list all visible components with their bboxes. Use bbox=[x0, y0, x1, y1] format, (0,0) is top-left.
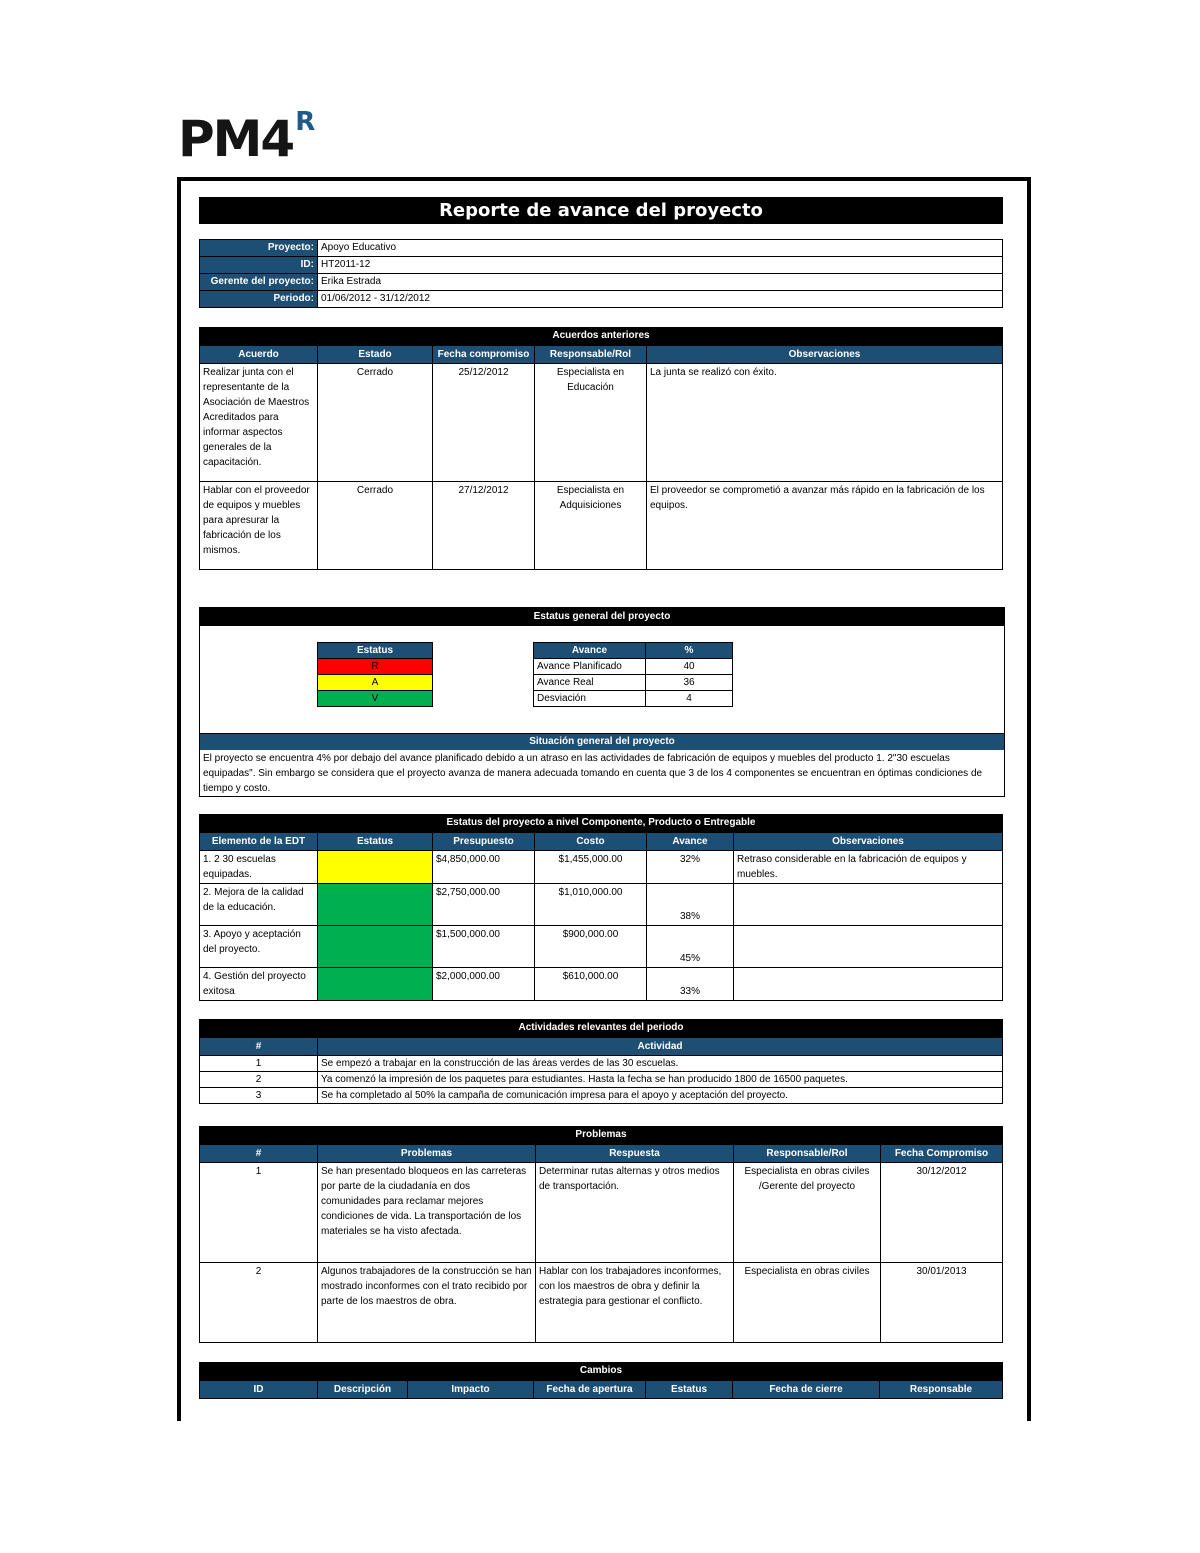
avance-label: Desviación bbox=[534, 691, 646, 707]
problema-fecha: 30/12/2012 bbox=[881, 1163, 1003, 1263]
avance-label: Avance Planificado bbox=[534, 659, 646, 675]
situacion-section bbox=[199, 733, 1005, 797]
avance-header-1: % bbox=[646, 643, 733, 659]
acuerdo-estado: Cerrado bbox=[318, 482, 433, 570]
acuerdos-header-4: Observaciones bbox=[647, 346, 1003, 364]
cambios-header-2: Impacto bbox=[408, 1381, 534, 1399]
componentes-section bbox=[199, 814, 1003, 1001]
problema-row bbox=[200, 1263, 1003, 1343]
actividad-num: 3 bbox=[200, 1088, 318, 1104]
acuerdo-responsable: Especialista en Adquisiciones bbox=[535, 482, 647, 570]
info-value: Apoyo Educativo bbox=[318, 240, 1003, 257]
actividades-header-1: Actividad bbox=[318, 1038, 1003, 1056]
componentes-header-4: Avance bbox=[647, 833, 734, 851]
componentes-header-3: Costo bbox=[535, 833, 647, 851]
avance-value: 4 bbox=[646, 691, 733, 707]
componentes-header-1: Estatus bbox=[318, 833, 433, 851]
legend-row bbox=[318, 691, 433, 707]
componente-costo: $1,010,000.00 bbox=[535, 884, 647, 926]
componentes-header-5: Observaciones bbox=[734, 833, 1003, 851]
info-row bbox=[200, 291, 1003, 308]
acuerdo-acuerdo: Hablar con el proveedor de equipos y muebles para apresurar la fabricación de los mismos. bbox=[200, 482, 318, 570]
cambios-table bbox=[199, 1380, 1003, 1399]
avance-header-row bbox=[534, 643, 733, 659]
acuerdo-row bbox=[200, 482, 1003, 570]
info-label: Gerente del proyecto: bbox=[200, 274, 318, 291]
componentes-title: Estatus del proyecto a nivel Componente, Producto o Entregable bbox=[199, 814, 1003, 832]
componente-estatus-indicator bbox=[318, 968, 433, 1001]
problema-problema: Algunos trabajadores de la construcción se han mostrado inconformes con el trato recibido por parte de los maestros de obra. bbox=[318, 1263, 536, 1343]
componentes-header-0: Elemento de la EDT bbox=[200, 833, 318, 851]
problema-row bbox=[200, 1163, 1003, 1263]
acuerdos-section bbox=[199, 327, 1003, 570]
acuerdo-estado: Cerrado bbox=[318, 364, 433, 482]
cambios-title: Cambios bbox=[199, 1362, 1003, 1380]
problemas-title: Problemas bbox=[199, 1126, 1003, 1144]
componentes-header-2: Presupuesto bbox=[433, 833, 535, 851]
info-value: HT2011-12 bbox=[318, 257, 1003, 274]
acuerdos-header-1: Estado bbox=[318, 346, 433, 364]
componente-row bbox=[200, 926, 1003, 968]
actividad-row bbox=[200, 1056, 1003, 1072]
acuerdos-header-2: Fecha compromiso bbox=[433, 346, 535, 364]
componente-estatus-indicator bbox=[318, 884, 433, 926]
problemas-header-4: Fecha Compromiso bbox=[881, 1145, 1003, 1163]
actividad-text: Se empezó a trabajar en la construcción de las áreas verdes de las 30 escuelas. bbox=[318, 1056, 1003, 1072]
componente-presupuesto: $2,000,000.00 bbox=[433, 968, 535, 1001]
problemas-header-2: Respuesta bbox=[536, 1145, 734, 1163]
actividad-text: Se ha completado al 50% la campaña de comunicación impresa para el apoyo y aceptación del proyecto. bbox=[318, 1088, 1003, 1104]
componente-avance: 38% bbox=[647, 884, 734, 926]
legend-row bbox=[318, 675, 433, 691]
componente-row bbox=[200, 968, 1003, 1001]
componente-presupuesto: $1,500,000.00 bbox=[433, 926, 535, 968]
avance-row bbox=[534, 691, 733, 707]
problemas-section bbox=[199, 1126, 1003, 1343]
problemas-header-1: Problemas bbox=[318, 1145, 536, 1163]
componente-obs bbox=[734, 968, 1003, 1001]
componente-costo: $1,455,000.00 bbox=[535, 851, 647, 884]
componente-obs bbox=[734, 926, 1003, 968]
problema-responsable: Especialista en obras civiles bbox=[734, 1263, 881, 1343]
acuerdo-acuerdo: Realizar junta con el representante de la Asociación de Maestros Acreditados para informar aspectos generales de la capacitación. bbox=[200, 364, 318, 482]
actividades-title: Actividades relevantes del periodo bbox=[199, 1019, 1003, 1037]
legend-row bbox=[318, 659, 433, 675]
componente-estatus-indicator bbox=[318, 851, 433, 884]
info-row bbox=[200, 274, 1003, 291]
avance-header-0: Avance bbox=[534, 643, 646, 659]
estatus-legend bbox=[317, 642, 433, 707]
cambios-header-5: Fecha de cierre bbox=[733, 1381, 880, 1399]
problema-n: 2 bbox=[200, 1263, 318, 1343]
cambios-header-1: Descripción bbox=[318, 1381, 408, 1399]
componente-estatus-indicator bbox=[318, 926, 433, 968]
acuerdos-title: Acuerdos anteriores bbox=[199, 327, 1003, 345]
avance-row bbox=[534, 675, 733, 691]
info-value: Erika Estrada bbox=[318, 274, 1003, 291]
problema-respuesta: Determinar rutas alternas y otros medios de transportación. bbox=[536, 1163, 734, 1263]
componente-row bbox=[200, 851, 1003, 884]
info-label: ID: bbox=[200, 257, 318, 274]
actividad-num: 1 bbox=[200, 1056, 318, 1072]
info-value: 01/06/2012 - 31/12/2012 bbox=[318, 291, 1003, 308]
legend-0: R bbox=[318, 659, 433, 675]
estatus-general-title: Estatus general del proyecto bbox=[200, 608, 1004, 626]
acuerdo-obs: La junta se realizó con éxito. bbox=[647, 364, 1003, 482]
acuerdo-obs: El proveedor se comprometió a avanzar más rápido en la fabricación de los equipos. bbox=[647, 482, 1003, 570]
actividad-row bbox=[200, 1088, 1003, 1104]
avance-label: Avance Real bbox=[534, 675, 646, 691]
problema-respuesta: Hablar con los trabajadores inconformes, con los maestros de obra y definir la estrategia para gestionar el conflicto. bbox=[536, 1263, 734, 1343]
avance-table bbox=[533, 642, 733, 707]
legend-1: A bbox=[318, 675, 433, 691]
acuerdo-fecha: 27/12/2012 bbox=[433, 482, 535, 570]
problemas-table bbox=[199, 1144, 1003, 1343]
avance-row bbox=[534, 659, 733, 675]
componente-row bbox=[200, 884, 1003, 926]
componente-presupuesto: $2,750,000.00 bbox=[433, 884, 535, 926]
problema-n: 1 bbox=[200, 1163, 318, 1263]
problema-fecha: 30/01/2013 bbox=[881, 1263, 1003, 1343]
project-info-table bbox=[199, 239, 1003, 308]
componentes-table bbox=[199, 832, 1003, 1001]
actividad-row bbox=[200, 1072, 1003, 1088]
problemas-header-0: # bbox=[200, 1145, 318, 1163]
actividades-section bbox=[199, 1019, 1003, 1104]
problema-responsable: Especialista en obras civiles /Gerente del proyecto bbox=[734, 1163, 881, 1263]
componente-obs bbox=[734, 884, 1003, 926]
acuerdos-header-3: Responsable/Rol bbox=[535, 346, 647, 364]
pm4r-logo: $PM4^R$ bbox=[178, 107, 314, 168]
componente-elemento: 2. Mejora de la calidad de la educación. bbox=[200, 884, 318, 926]
cambios-header-6: Responsable bbox=[880, 1381, 1003, 1399]
acuerdos-table bbox=[199, 345, 1003, 570]
problemas-header-3: Responsable/Rol bbox=[734, 1145, 881, 1163]
actividades-header-0: # bbox=[200, 1038, 318, 1056]
legend-2: V bbox=[318, 691, 433, 707]
acuerdo-responsable: Especialista en Educación bbox=[535, 364, 647, 482]
info-label: Proyecto: bbox=[200, 240, 318, 257]
actividad-text: Ya comenzó la impresión de los paquetes para estudiantes. Hasta la fecha se han producido 1800 de 16500 paquetes. bbox=[318, 1072, 1003, 1088]
cambios-header-0: ID bbox=[200, 1381, 318, 1399]
cambios-section bbox=[199, 1362, 1003, 1399]
actividad-num: 2 bbox=[200, 1072, 318, 1088]
info-row bbox=[200, 257, 1003, 274]
info-label: Periodo: bbox=[200, 291, 318, 308]
componente-elemento: 1. 2 30 escuelas equipadas. bbox=[200, 851, 318, 884]
componente-costo: $900,000.00 bbox=[535, 926, 647, 968]
situacion-title: Situación general del proyecto bbox=[200, 734, 1004, 750]
componente-presupuesto: $4,850,000.00 bbox=[433, 851, 535, 884]
avance-value: 36 bbox=[646, 675, 733, 691]
acuerdo-fecha: 25/12/2012 bbox=[433, 364, 535, 482]
cambios-header-3: Fecha de apertura bbox=[534, 1381, 646, 1399]
componente-obs: Retraso considerable en la fabricación de equipos y muebles. bbox=[734, 851, 1003, 884]
info-row bbox=[200, 240, 1003, 257]
legend-header-row bbox=[318, 643, 433, 659]
actividades-table bbox=[199, 1037, 1003, 1104]
avance-value: 40 bbox=[646, 659, 733, 675]
acuerdo-row bbox=[200, 364, 1003, 482]
componente-costo: $610,000.00 bbox=[535, 968, 647, 1001]
estatus-general-section bbox=[199, 607, 1005, 735]
componente-avance: 32% bbox=[647, 851, 734, 884]
componente-elemento: 4. Gestión del proyecto exitosa bbox=[200, 968, 318, 1001]
problema-problema: Se han presentado bloqueos en las carreteras por parte de la ciudadanía en dos comunidades para reclamar mejores condiciones de vida. La transportación de los materiales se ha visto afectada. bbox=[318, 1163, 536, 1263]
acuerdos-header-0: Acuerdo bbox=[200, 346, 318, 364]
legend-header: Estatus bbox=[318, 643, 433, 659]
situacion-text: El proyecto se encuentra 4% por debajo del avance planificado debido a un atraso en las actividades de fabricación de equipos y muebles del producto 1. 2"30 escuelas equipadas". Sin embargo se considera que el proyecto avanza de manera adecuada tomando en cuenta que 3 de los 4 componentes se encuentran en óptimas condiciones de tiempo y costo. bbox=[203, 753, 983, 794]
cambios-header-4: Estatus bbox=[646, 1381, 733, 1399]
componente-avance: 33% bbox=[647, 968, 734, 1001]
componente-elemento: 3. Apoyo y aceptación del proyecto. bbox=[200, 926, 318, 968]
report-title: Reporte de avance del proyecto bbox=[199, 197, 1003, 224]
componente-avance: 45% bbox=[647, 926, 734, 968]
